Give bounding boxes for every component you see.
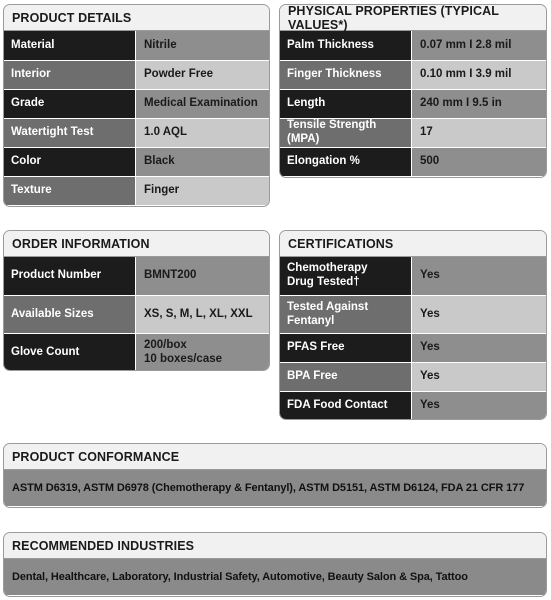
table-row bbox=[280, 31, 546, 60]
row-value: 1.0 AQL bbox=[135, 119, 269, 147]
row-value: Finger bbox=[135, 177, 269, 205]
physical-properties-title: PHYSICAL PROPERTIES (TYPICAL VALUES*) bbox=[280, 5, 546, 31]
certifications-panel bbox=[279, 230, 547, 420]
product-details-table bbox=[4, 31, 269, 205]
row-label: Color bbox=[4, 148, 135, 176]
table-row bbox=[4, 89, 269, 118]
row-value: Black bbox=[135, 148, 269, 176]
product-conformance-text: ASTM D6319, ASTM D6978 (Chemotherapy & Fentanyl), ASTM D5151, ASTM D6124, FDA 21 CFR 177 bbox=[4, 470, 546, 506]
row-label: Length bbox=[280, 90, 411, 118]
row-label: Chemotherapy Drug Tested† bbox=[280, 257, 411, 295]
row-label: Tensile Strength (MPA) bbox=[280, 119, 411, 147]
row-value: Yes bbox=[411, 296, 546, 333]
table-row bbox=[4, 31, 269, 60]
row-label: Material bbox=[4, 31, 135, 60]
row-label: BPA Free bbox=[280, 363, 411, 391]
table-row bbox=[280, 391, 546, 420]
recommended-industries-title: RECOMMENDED INDUSTRIES bbox=[4, 533, 546, 559]
row-value: Yes bbox=[411, 392, 546, 420]
table-row bbox=[4, 176, 269, 205]
table-row bbox=[4, 147, 269, 176]
table-row bbox=[280, 118, 546, 147]
row-value: Yes bbox=[411, 257, 546, 295]
table-row bbox=[280, 89, 546, 118]
row-value: Yes bbox=[411, 363, 546, 391]
product-conformance-title: PRODUCT CONFORMANCE bbox=[4, 444, 546, 470]
row-label: Available Sizes bbox=[4, 296, 135, 333]
recommended-industries-panel bbox=[3, 532, 547, 597]
order-information-table bbox=[4, 257, 269, 371]
table-row bbox=[4, 257, 269, 295]
row-label: Finger Thickness bbox=[280, 61, 411, 89]
product-details-panel bbox=[3, 4, 270, 207]
certifications-table bbox=[280, 257, 546, 420]
row-label: Grade bbox=[4, 90, 135, 118]
table-row bbox=[4, 60, 269, 89]
order-information-panel bbox=[3, 230, 270, 371]
table-row bbox=[280, 333, 546, 362]
row-value: Powder Free bbox=[135, 61, 269, 89]
table-row bbox=[4, 295, 269, 333]
row-value: Yes bbox=[411, 334, 546, 362]
table-row bbox=[280, 295, 546, 333]
table-row bbox=[4, 333, 269, 371]
recommended-industries-text: Dental, Healthcare, Laboratory, Industrial Safety, Automotive, Beauty Salon & Spa, Tattoo bbox=[4, 559, 546, 595]
table-row bbox=[280, 362, 546, 391]
row-value: 0.07 mm I 2.8 mil bbox=[411, 31, 546, 60]
row-label: Product Number bbox=[4, 257, 135, 295]
row-label: Interior bbox=[4, 61, 135, 89]
order-information-title: ORDER INFORMATION bbox=[4, 231, 269, 257]
row-label: FDA Food Contact bbox=[280, 392, 411, 420]
row-label: PFAS Free bbox=[280, 334, 411, 362]
row-value: 0.10 mm I 3.9 mil bbox=[411, 61, 546, 89]
row-value: 500 bbox=[411, 148, 546, 176]
table-row bbox=[280, 60, 546, 89]
row-value: Medical Examination bbox=[135, 90, 269, 118]
product-details-title: PRODUCT DETAILS bbox=[4, 5, 269, 31]
physical-properties-table bbox=[280, 31, 546, 176]
row-value: BMNT200 bbox=[135, 257, 269, 295]
table-row bbox=[280, 147, 546, 176]
physical-properties-panel bbox=[279, 4, 547, 178]
table-row bbox=[4, 118, 269, 147]
table-row bbox=[280, 257, 546, 295]
row-label: Watertight Test bbox=[4, 119, 135, 147]
row-label: Palm Thickness bbox=[280, 31, 411, 60]
row-value: Nitrile bbox=[135, 31, 269, 60]
certifications-title: CERTIFICATIONS bbox=[280, 231, 546, 257]
product-conformance-panel bbox=[3, 443, 547, 508]
row-label: Glove Count bbox=[4, 334, 135, 371]
row-value: XS, S, M, L, XL, XXL bbox=[135, 296, 269, 333]
row-value: 200/box 10 boxes/case bbox=[135, 334, 269, 371]
row-label: Texture bbox=[4, 177, 135, 205]
row-value: 17 bbox=[411, 119, 546, 147]
row-label: Tested Against Fentanyl bbox=[280, 296, 411, 333]
row-value: 240 mm I 9.5 in bbox=[411, 90, 546, 118]
row-label: Elongation % bbox=[280, 148, 411, 176]
